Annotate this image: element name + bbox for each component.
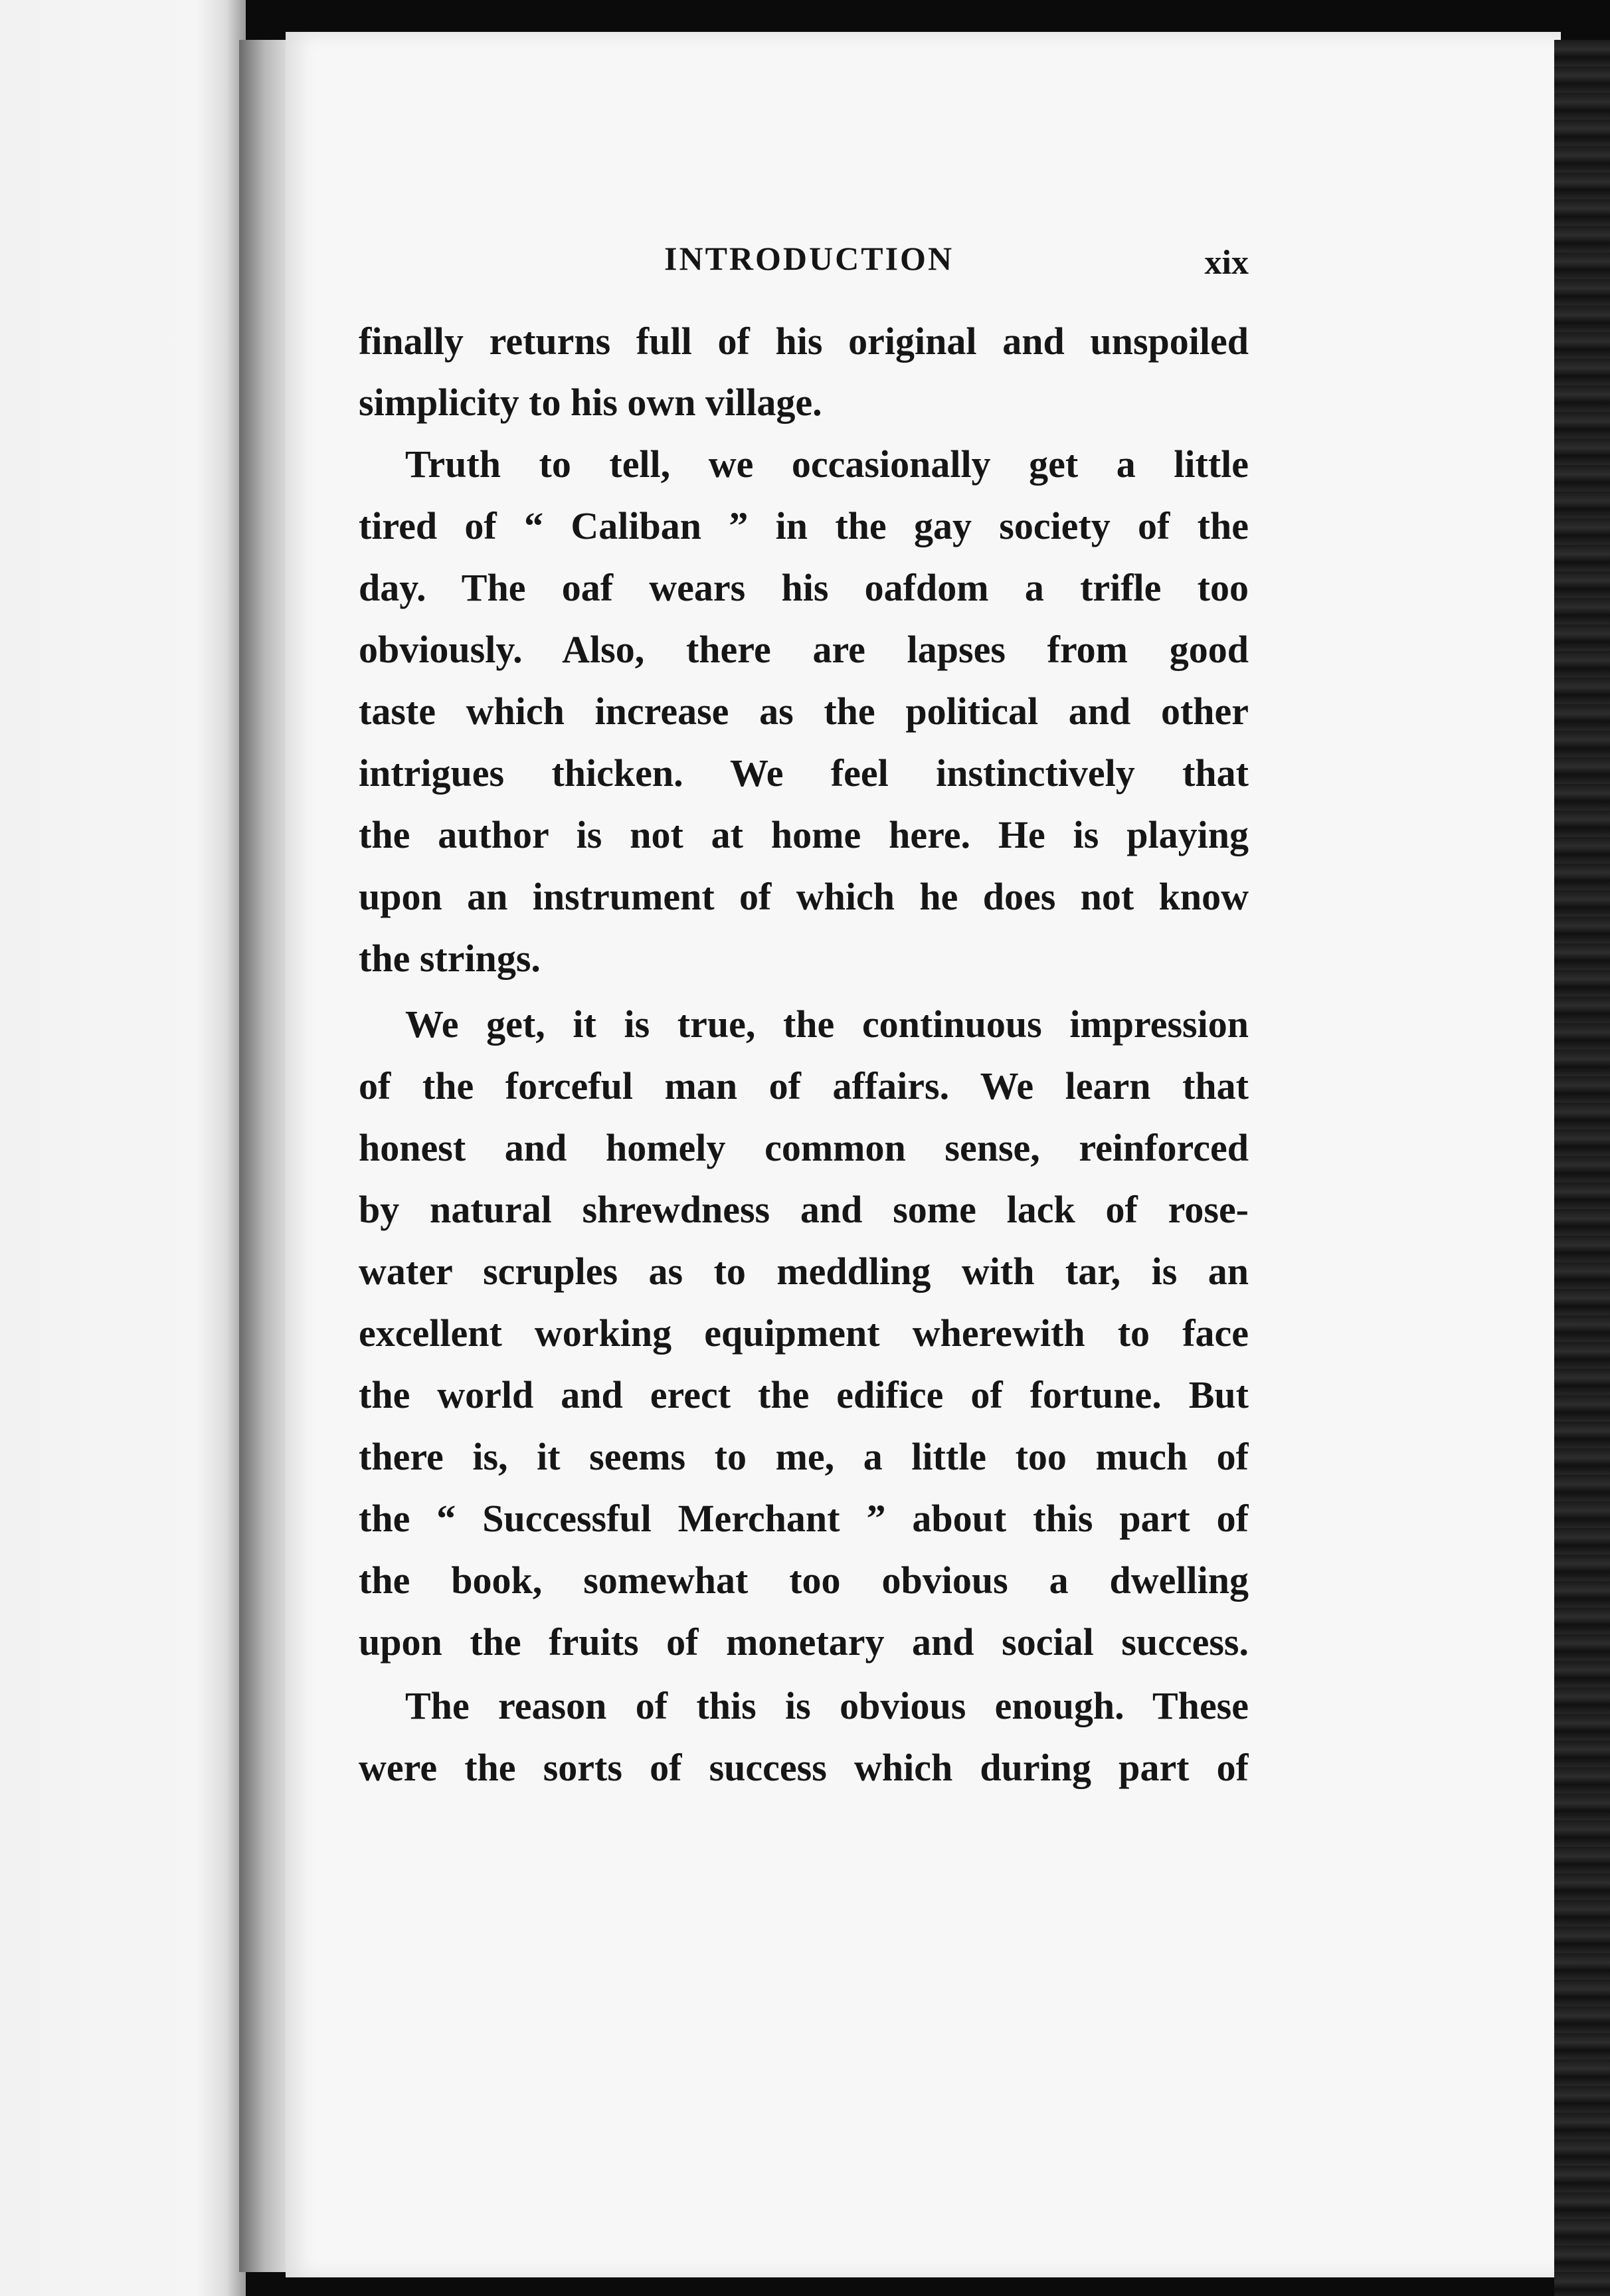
text-line: upon the fruits of monetary and social success. (359, 1620, 1249, 1664)
running-head (359, 239, 1249, 286)
text-line: the author is not at home here. He is playing (359, 813, 1249, 856)
text-line: Truth to tell, we occasionally get a little (405, 442, 1249, 486)
text-line: by natural shrewdness and some lack of rose- (359, 1188, 1249, 1231)
page-number: xix (1204, 244, 1249, 282)
text-line: We get, it is true, the continuous impression (405, 1003, 1249, 1046)
text-line: the book, somewhat too obvious a dwelling (359, 1559, 1249, 1602)
running-head-title: INTRODUCTION (664, 240, 954, 277)
text-line: tired of “ Caliban ” in the gay society of the (359, 504, 1249, 547)
text-line: The reason of this is obvious enough. These (405, 1684, 1249, 1727)
text-line: the world and erect the edifice of fortune. But (359, 1373, 1249, 1416)
left-page (0, 0, 246, 2296)
text-line: finally returns full of his original and unspoiled (359, 320, 1249, 363)
text-line: day. The oaf wears his oafdom a trifle too (359, 566, 1249, 609)
text-line: obviously. Also, there are lapses from good (359, 628, 1249, 671)
text-line: water scruples as to meddling with tar, is an (359, 1250, 1249, 1293)
page-edge (1554, 40, 1610, 2296)
text-line: of the forceful man of affairs. We learn that (359, 1064, 1249, 1107)
text-line: there is, it seems to me, a little too much of (359, 1435, 1249, 1478)
text-line: honest and homely common sense, reinforced (359, 1126, 1249, 1169)
text-line: the “ Successful Merchant ” about this part of (359, 1497, 1249, 1540)
text-line: intrigues thicken. We feel instinctively that (359, 751, 1249, 795)
text-line: were the sorts of success which during part of (359, 1746, 1249, 1789)
text-line: upon an instrument of which he does not know (359, 875, 1249, 918)
text-line: the strings. (359, 937, 541, 980)
text-line: excellent working equipment wherewith to face (359, 1311, 1249, 1355)
text-line: taste which increase as the political and other (359, 690, 1249, 733)
text-line: simplicity to his own village. (359, 381, 822, 424)
